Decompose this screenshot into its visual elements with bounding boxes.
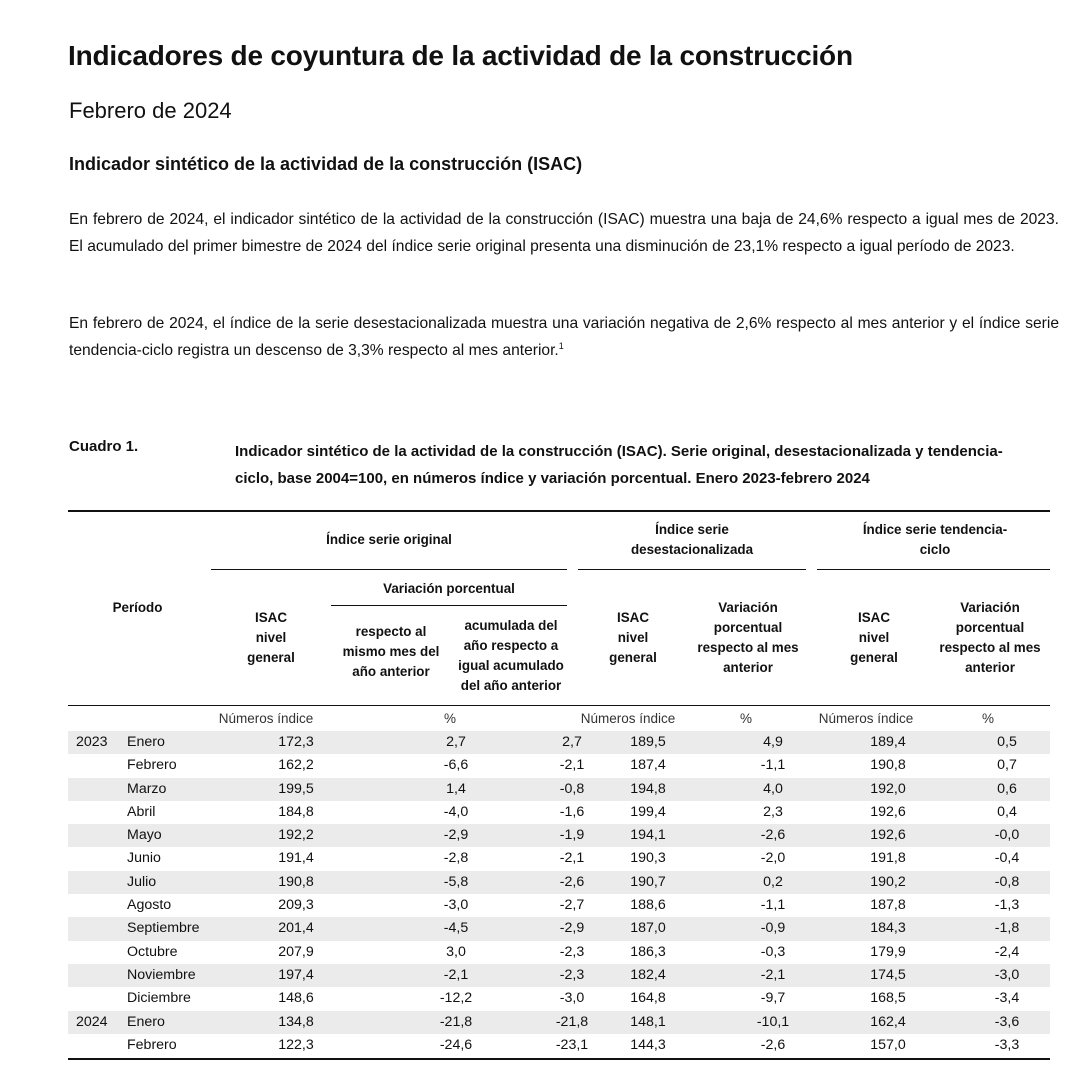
page-subtitle: Febrero de 2024 xyxy=(69,98,232,123)
cell-month: Febrero xyxy=(127,1036,177,1053)
cell-isac-original: 209,3 xyxy=(278,897,314,914)
paragraph-2 xyxy=(69,310,1059,364)
unit-tendencia-index: Números índice xyxy=(818,711,914,726)
cell-isac-tendencia: 174,5 xyxy=(870,966,906,983)
cell-month: Julio xyxy=(127,873,157,890)
header-acumulada: acumulada del año respecto a igual acumulado del año anterior xyxy=(458,618,564,693)
table-row xyxy=(68,871,1050,894)
header-respecto-mismo-mes: respecto al mismo mes del año anterior xyxy=(342,624,440,679)
header-rule-original xyxy=(211,569,567,570)
cell-var-acumulada: -2,9 xyxy=(559,920,585,937)
cell-var-tendencia: -3,3 xyxy=(994,1036,1020,1053)
cell-month: Marzo xyxy=(127,780,167,797)
cell-var-desest: -2,0 xyxy=(760,850,786,867)
cell-var-acumulada: -2,7 xyxy=(559,897,585,914)
header-rule-variacion xyxy=(331,605,567,606)
cell-var-acumulada: -2,3 xyxy=(559,966,585,983)
cell-isac-tendencia: 192,6 xyxy=(870,803,906,820)
cell-isac-tendencia: 168,5 xyxy=(870,990,906,1007)
cell-var-anual: -24,6 xyxy=(439,1036,473,1053)
table-body xyxy=(68,731,1050,1057)
cell-var-anual: -2,1 xyxy=(443,966,469,983)
cell-month: Mayo xyxy=(127,827,162,844)
cell-isac-original: 199,5 xyxy=(278,780,314,797)
cell-var-desest: -9,7 xyxy=(760,990,786,1007)
cell-var-tendencia: -3,4 xyxy=(994,990,1020,1007)
header-variacion-porcentual: Variación porcentual xyxy=(383,581,515,596)
cell-month: Agosto xyxy=(127,897,172,914)
table-bottom-rule xyxy=(68,1058,1050,1060)
cell-var-desest: 4,0 xyxy=(763,780,783,797)
cell-var-tendencia: -3,6 xyxy=(994,1013,1020,1030)
cell-var-desest: 0,2 xyxy=(763,873,783,890)
footnote-marker: 1 xyxy=(558,340,564,351)
cell-isac-desest: 190,7 xyxy=(630,873,666,890)
cell-isac-desest: 164,8 xyxy=(630,990,666,1007)
cell-var-acumulada: -2,1 xyxy=(559,850,585,867)
cell-isac-tendencia: 192,6 xyxy=(870,827,906,844)
cell-isac-desest: 186,3 xyxy=(630,943,666,960)
unit-original-pct: % xyxy=(443,711,456,726)
table-row xyxy=(68,894,1050,917)
cell-isac-desest: 199,4 xyxy=(630,803,666,820)
cell-var-desest: -1,1 xyxy=(760,757,786,774)
cell-var-tendencia: -1,3 xyxy=(994,897,1020,914)
cell-var-anual: -5,8 xyxy=(443,873,469,890)
cell-var-anual: 3,0 xyxy=(446,943,466,960)
cell-var-anual: -21,8 xyxy=(439,1013,473,1030)
cell-var-acumulada: -1,9 xyxy=(559,827,585,844)
unit-tendencia-pct: % xyxy=(981,711,994,726)
cell-isac-original: 197,4 xyxy=(278,966,314,983)
table-row xyxy=(68,1011,1050,1034)
cell-month: Junio xyxy=(127,850,161,867)
cell-var-acumulada: -2,6 xyxy=(559,873,585,890)
cell-var-desest: -0,3 xyxy=(760,943,786,960)
cell-var-tendencia: -0,0 xyxy=(994,827,1020,844)
cell-isac-original: 122,3 xyxy=(278,1036,314,1053)
cell-isac-tendencia: 190,8 xyxy=(870,757,906,774)
cell-isac-tendencia: 192,0 xyxy=(870,780,906,797)
header-isac-desest: ISAC nivel general xyxy=(609,610,657,665)
table-row xyxy=(68,917,1050,940)
table-row xyxy=(68,731,1050,754)
unit-original-index: Números índice xyxy=(218,711,314,726)
header-variacion-desest: Variación porcentual respecto al mes anterior xyxy=(697,600,799,675)
cell-isac-desest: 194,8 xyxy=(630,780,666,797)
cell-var-acumulada: -0,8 xyxy=(559,780,585,797)
table-caption: Indicador sintético de la actividad de la construcción (ISAC). Serie original, desestacionalizada y tendencia-ciclo, base 2004=100, en números índice y variación porcentual. Enero 2023-febrero 2024 xyxy=(235,443,1003,487)
cell-isac-tendencia: 184,3 xyxy=(870,920,906,937)
cell-var-anual: 2,7 xyxy=(446,734,466,750)
cell-var-desest: -2,1 xyxy=(760,966,786,983)
paragraph-1: En febrero de 2024, el indicador sintético de la actividad de la construcción (ISAC) muestra una baja de 24,6% respecto a igual mes de 2023. El acumulado del primer bimestre de 2024 del índice serie original presenta una disminución de 23,1% respecto a igual período de 2023. xyxy=(69,211,1059,255)
cell-isac-original: 184,8 xyxy=(278,803,314,820)
cell-var-acumulada: -2,1 xyxy=(559,757,585,774)
cell-isac-tendencia: 162,4 xyxy=(870,1013,906,1030)
cell-var-desest: -10,1 xyxy=(756,1013,790,1030)
cell-var-tendencia: -1,8 xyxy=(994,920,1020,937)
cell-var-anual: 1,4 xyxy=(446,780,466,797)
header-isac-tendencia: ISAC nivel general xyxy=(850,610,898,665)
cell-var-tendencia: -2,4 xyxy=(994,943,1020,960)
cell-isac-tendencia: 179,9 xyxy=(870,943,906,960)
cell-isac-original: 192,2 xyxy=(278,827,314,844)
cell-isac-original: 162,2 xyxy=(278,757,314,774)
cell-var-acumulada: -1,6 xyxy=(559,803,585,820)
cell-var-tendencia: 0,6 xyxy=(997,780,1017,797)
cell-var-acumulada: -2,3 xyxy=(559,943,585,960)
cell-isac-tendencia: 157,0 xyxy=(870,1036,906,1053)
cell-var-desest: 4,9 xyxy=(763,734,783,750)
cell-var-anual: -4,0 xyxy=(443,803,469,820)
header-group-tendencia: Índice serie tendencia-ciclo xyxy=(862,522,1008,557)
table-row xyxy=(68,941,1050,964)
cell-isac-tendencia: 187,8 xyxy=(870,897,906,914)
table-row xyxy=(68,801,1050,824)
cell-month: Abril xyxy=(127,803,156,820)
table-top-rule xyxy=(68,510,1050,512)
table-row xyxy=(68,847,1050,870)
table-label: Cuadro 1. xyxy=(69,438,139,455)
unit-desest-pct: % xyxy=(739,711,752,726)
cell-isac-original: 201,4 xyxy=(278,920,314,937)
cell-isac-original: 172,3 xyxy=(278,734,314,750)
table-row xyxy=(68,964,1050,987)
cell-var-desest: 2,3 xyxy=(763,803,783,820)
header-rule-desest xyxy=(578,569,806,570)
cell-var-tendencia: 0,7 xyxy=(997,757,1017,774)
cell-var-tendencia: -0,8 xyxy=(994,873,1020,890)
header-variacion-tendencia: Variación porcentual respecto al mes anterior xyxy=(939,600,1041,675)
table-row xyxy=(68,754,1050,777)
table-row xyxy=(68,824,1050,847)
header-bottom-rule xyxy=(68,705,1050,706)
table-row xyxy=(68,1034,1050,1057)
cell-isac-tendencia: 191,8 xyxy=(870,850,906,867)
cell-var-tendencia: 0,5 xyxy=(997,734,1017,750)
cell-month: Octubre xyxy=(127,943,178,960)
cell-isac-original: 207,9 xyxy=(278,943,314,960)
cell-month: Septiembre xyxy=(127,920,200,937)
cell-isac-original: 134,8 xyxy=(278,1013,314,1030)
cell-var-tendencia: -3,0 xyxy=(994,966,1020,983)
cell-isac-desest: 189,5 xyxy=(630,734,666,750)
cell-var-desest: -1,1 xyxy=(760,897,786,914)
header-group-original: Índice serie original xyxy=(326,532,452,547)
table-row xyxy=(68,987,1050,1010)
cell-var-anual: -12,2 xyxy=(439,990,473,1007)
cell-isac-desest: 190,3 xyxy=(630,850,666,867)
cell-isac-tendencia: 190,2 xyxy=(870,873,906,890)
cell-var-acumulada: 2,7 xyxy=(562,734,582,750)
cell-var-acumulada: -23,1 xyxy=(555,1036,589,1053)
cell-year: 2023 xyxy=(76,734,108,750)
cell-var-desest: -2,6 xyxy=(760,827,786,844)
cell-month: Noviembre xyxy=(127,966,196,983)
cell-month: Febrero xyxy=(127,757,177,774)
header-period: Período xyxy=(112,600,163,615)
cell-isac-original: 190,8 xyxy=(278,873,314,890)
cell-var-desest: -0,9 xyxy=(760,920,786,937)
cell-isac-desest: 187,0 xyxy=(630,920,666,937)
cell-isac-original: 191,4 xyxy=(278,850,314,867)
cell-var-desest: -2,6 xyxy=(760,1036,786,1053)
cell-year: 2024 xyxy=(76,1013,108,1030)
cell-isac-desest: 188,6 xyxy=(630,897,666,914)
cell-isac-desest: 182,4 xyxy=(630,966,666,983)
cell-isac-desest: 194,1 xyxy=(630,827,666,844)
table-row xyxy=(68,778,1050,801)
cell-var-tendencia: -0,4 xyxy=(994,850,1020,867)
cell-var-tendencia: 0,4 xyxy=(997,803,1017,820)
cell-isac-desest: 187,4 xyxy=(630,757,666,774)
header-isac-original: ISAC nivel general xyxy=(247,610,295,665)
header-rule-tendencia xyxy=(817,569,1050,570)
paragraph-2-text: En febrero de 2024, el índice de la serie desestacionalizada muestra una variación negativa de 2,6% respecto al mes anterior y el índice serie tendencia-ciclo registra un descenso de 3,3% respecto al mes anterior. xyxy=(69,315,1059,359)
cell-var-anual: -3,0 xyxy=(443,897,469,914)
cell-month: Enero xyxy=(127,734,165,750)
page-title: Indicadores de coyuntura de la actividad de la construcción xyxy=(68,40,853,71)
section-heading: Indicador sintético de la actividad de la construcción (ISAC) xyxy=(69,154,583,174)
cell-isac-original: 148,6 xyxy=(278,990,314,1007)
cell-var-anual: -4,5 xyxy=(443,920,469,937)
cell-isac-tendencia: 189,4 xyxy=(870,734,906,750)
cell-month: Diciembre xyxy=(127,990,191,1007)
cell-var-anual: -6,6 xyxy=(443,757,469,774)
cell-var-acumulada: -21,8 xyxy=(555,1013,589,1030)
cell-var-anual: -2,9 xyxy=(443,827,469,844)
unit-desest-index: Números índice xyxy=(580,711,676,726)
cell-month: Enero xyxy=(127,1013,165,1030)
cell-var-anual: -2,8 xyxy=(443,850,469,867)
cell-var-acumulada: -3,0 xyxy=(559,990,585,1007)
cell-isac-desest: 148,1 xyxy=(630,1013,666,1030)
header-group-desest: Índice serie desestacionalizada xyxy=(630,522,754,557)
cell-isac-desest: 144,3 xyxy=(630,1036,666,1053)
